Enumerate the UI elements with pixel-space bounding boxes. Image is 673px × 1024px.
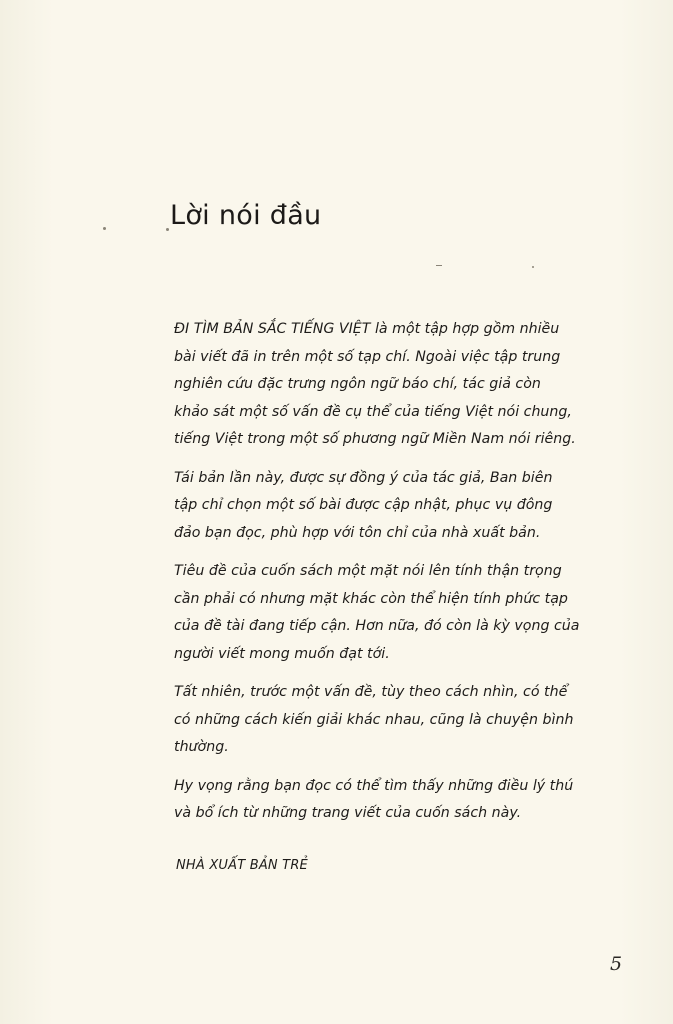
text-line: nghiên cứu đặc trưng ngôn ngữ báo chí, tác giả còn [174,376,541,392]
text-line: bài viết đã in trên một số tạp chí. Ngoài việc tập trung [174,348,561,365]
text-line: cần phải có nhưng mặt khác còn thể hiện tính phức tạp [174,590,568,607]
paragraph [174,558,634,668]
text-line: khảo sát một số vấn đề cụ thể của tiếng Việt nói chung, [174,403,572,420]
text-line: và bổ ích từ những trang viết của cuốn sách này. [174,805,522,821]
paragraph [174,773,634,828]
print-speck [103,227,106,230]
text-line: Tái bản lần này, được sự đồng ý của tác giả, Ban biên [174,469,553,486]
text-line: đảo bạn đọc, phù hợp với tôn chỉ của nhà xuất bản. [174,524,541,541]
text-line: có những cách kiến giải khác nhau, cũng là chuyện bình [174,711,574,728]
text-line: Tất nhiên, trước một vấn đề, tùy theo cách nhìn, có thể [174,684,568,700]
print-speck [436,265,442,266]
paragraph [174,316,634,454]
paragraph [174,465,634,548]
text-line: tiếng Việt trong một số phương ngữ Miền Nam nói riêng. [174,431,576,447]
foreword-text [174,316,634,839]
text-line: người viết mong muốn đạt tới. [174,645,390,662]
print-speck [166,228,169,231]
text-line: Tiêu đề của cuốn sách một mặt nói lên tính thận trọng [174,563,562,579]
text-line: tập chỉ chọn một số bài được cập nhật, phục vụ đông [174,497,553,513]
text-line: Hy vọng rằng bạn đọc có thể tìm thấy những điều lý thú [174,777,574,794]
text-line: thường. [174,739,229,755]
paragraph [174,679,634,762]
page-number: 5 [610,953,623,975]
publisher-signature: NHÀ XUẤT BẢN TRẺ [176,858,308,873]
print-speck [532,266,534,268]
text-line: ĐI TÌM BẢN SẮC TIẾNG VIỆT là một tập hợp gồm nhiều [174,321,560,337]
text-line: của đề tài đang tiếp cận. Hơn nữa, đó còn là kỳ vọng của [174,618,580,634]
page-title: Lời nói đầu [170,200,322,231]
